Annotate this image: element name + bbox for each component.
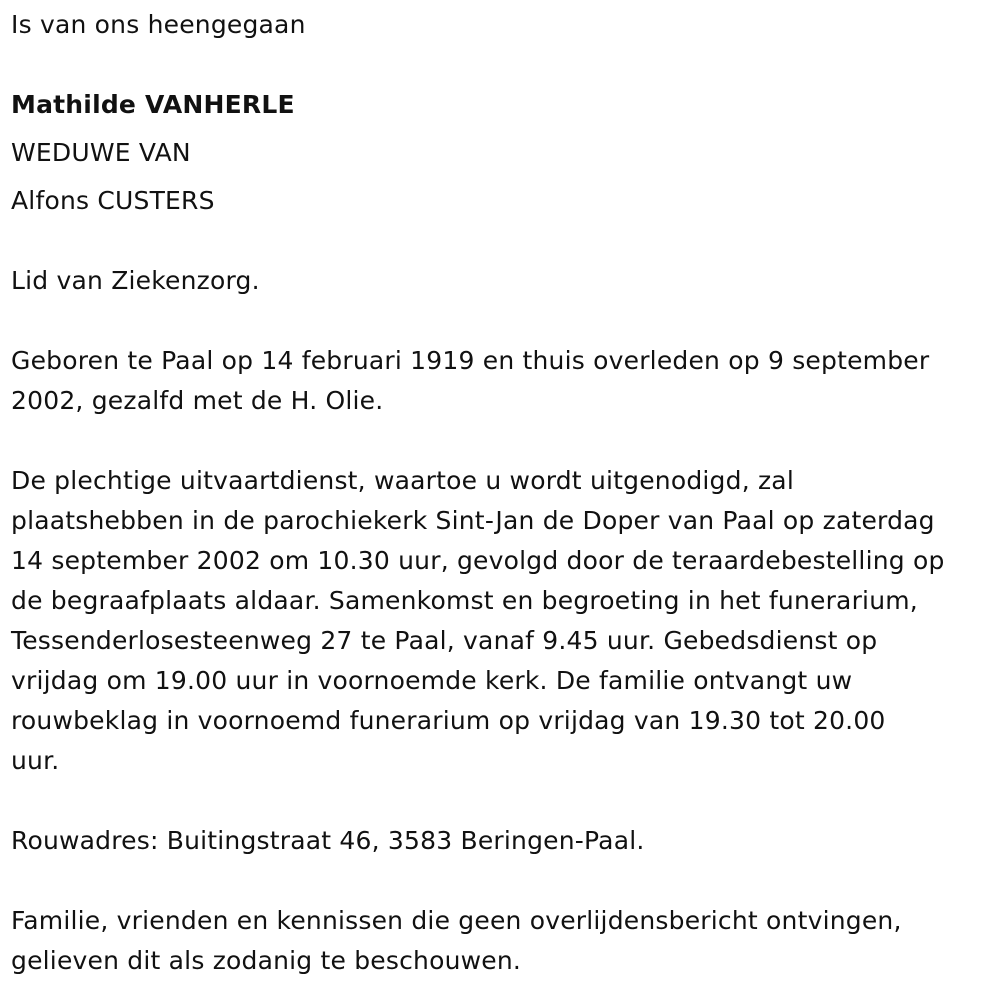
address-line: Rouwadres: Buitingstraat 46, 3583 Beringen-Paal. bbox=[11, 826, 645, 855]
spouse-name: Alfons CUSTERS bbox=[11, 186, 215, 215]
funeral-line-5: Tessenderlosesteenweg 27 te Paal, vanaf 9.45 uur. Gebedsdienst op bbox=[11, 626, 878, 655]
birth-death-line-1: Geboren te Paal op 14 februari 1919 en thuis overleden op 9 september bbox=[11, 346, 930, 375]
birth-death-line-2: 2002, gezalfd met de H. Olie. bbox=[11, 386, 384, 415]
funeral-line-7: rouwbeklag in voornoemd funerarium op vrijdag van 19.30 tot 20.00 bbox=[11, 706, 886, 735]
intro-line: Is van ons heengegaan bbox=[11, 10, 306, 39]
funeral-line-6: vrijdag om 19.00 uur in voornoemde kerk. De familie ontvangt uw bbox=[11, 666, 853, 695]
funeral-line-8: uur. bbox=[11, 746, 60, 775]
widow-label: WEDUWE VAN bbox=[11, 138, 191, 167]
membership-line: Lid van Ziekenzorg. bbox=[11, 266, 260, 295]
funeral-line-3: 14 september 2002 om 10.30 uur, gevolgd door de teraardebestelling op bbox=[11, 546, 945, 575]
funeral-line-1: De plechtige uitvaartdienst, waartoe u wordt uitgenodigd, zal bbox=[11, 466, 794, 495]
deceased-name: Mathilde VANHERLE bbox=[11, 90, 295, 119]
closing-line-2: gelieven dit als zodanig te beschouwen. bbox=[11, 946, 522, 975]
funeral-line-2: plaatshebben in de parochiekerk Sint-Jan de Doper van Paal op zaterdag bbox=[11, 506, 935, 535]
funeral-line-4: de begraafplaats aldaar. Samenkomst en begroeting in het funerarium, bbox=[11, 586, 918, 615]
closing-line-1: Familie, vrienden en kennissen die geen overlijdensbericht ontvingen, bbox=[11, 906, 902, 935]
